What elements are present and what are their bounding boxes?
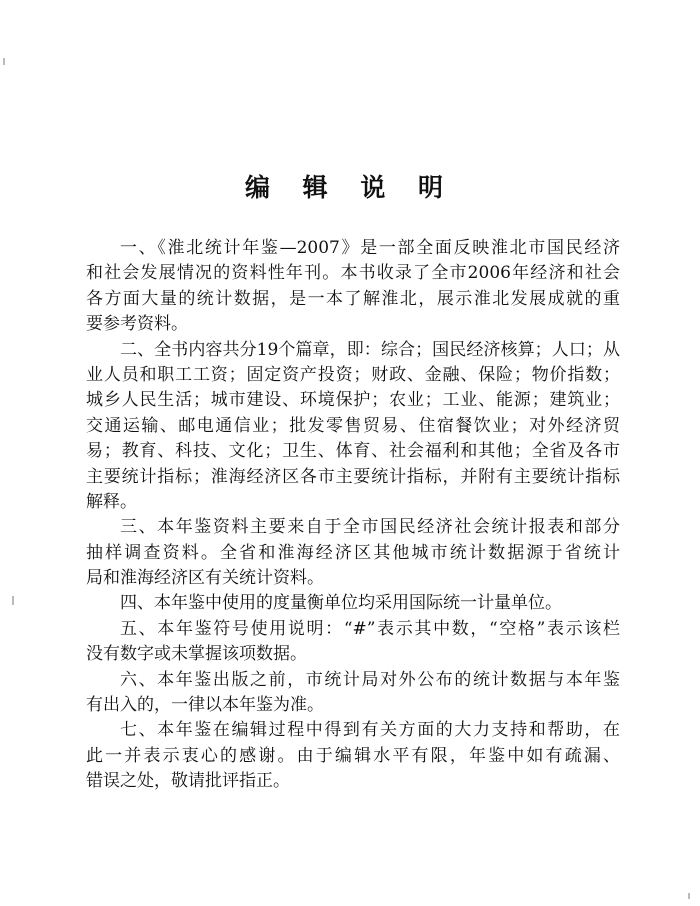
text-line: 主要统计指标；淮海经济区各市主要统计指标，并附有主要统计指标	[86, 466, 620, 487]
page-title: 编 辑 说 明	[244, 173, 456, 202]
text-line: 易；教育、科技、文化；卫生、体育、社会福利和其他；全省及各市	[86, 441, 620, 462]
text-line: 一、《淮北统计年鉴—2007》是一部全面反映淮北市国民经济	[120, 238, 620, 258]
text-line: 二、全书内容共分19个篇章，即：综合；国民经济核算；人口；从	[120, 339, 620, 360]
text-line: 没有数字或未掌握该项数据。	[86, 644, 307, 665]
text-line: 各方面大量的统计数据，是一本了解淮北，展示淮北发展成就的重	[86, 288, 620, 309]
scan-speck	[688, 893, 690, 899]
text-line: 解释。	[86, 491, 137, 512]
scan-speck	[12, 596, 14, 605]
text-line: 错误之处，敬请批评指正。	[86, 771, 290, 792]
text-line: 要参考资料。	[86, 314, 188, 335]
text-line: 有出入的，一律以本年鉴为准。	[86, 695, 324, 716]
text-line: 五、本年鉴符号使用说明：“#”表示其中数，“空格”表示该栏	[120, 618, 620, 639]
text-line: 此一并表示衷心的感谢。由于编辑水平有限，年鉴中如有疏漏、	[86, 745, 620, 766]
text-line: 交通运输、邮电通信业；批发零售贸易、住宿餐饮业；对外经济贸	[86, 415, 620, 436]
text-line: 六、本年鉴出版之前，市统计局对外公布的统计数据与本年鉴	[120, 669, 620, 690]
text-line: 三、本年鉴资料主要来自于全市国民经济社会统计报表和部分	[120, 517, 620, 538]
text-line: 局和淮海经济区有关统计资料。	[86, 568, 324, 589]
text-line: 城乡人民生活；城市建设、环境保护；农业；工业、能源；建筑业；	[86, 390, 620, 411]
text-line: 抽样调查资料。全省和淮海经济区其他城市统计数据源于省统计	[86, 542, 620, 563]
text-line: 业人员和职工工资；固定资产投资；财政、金融、保险；物价指数；	[86, 364, 620, 385]
scan-speck	[3, 58, 5, 65]
text-line: 和社会发展情况的资料性年刊。本书收录了全市2006年经济和社会	[86, 263, 620, 284]
document-body	[86, 236, 620, 795]
text-line: 四、本年鉴中使用的度量衡单位均采用国际统一计量单位。	[120, 593, 562, 614]
text-line: 七、本年鉴在编辑过程中得到有关方面的大力支持和帮助，在	[120, 720, 620, 741]
